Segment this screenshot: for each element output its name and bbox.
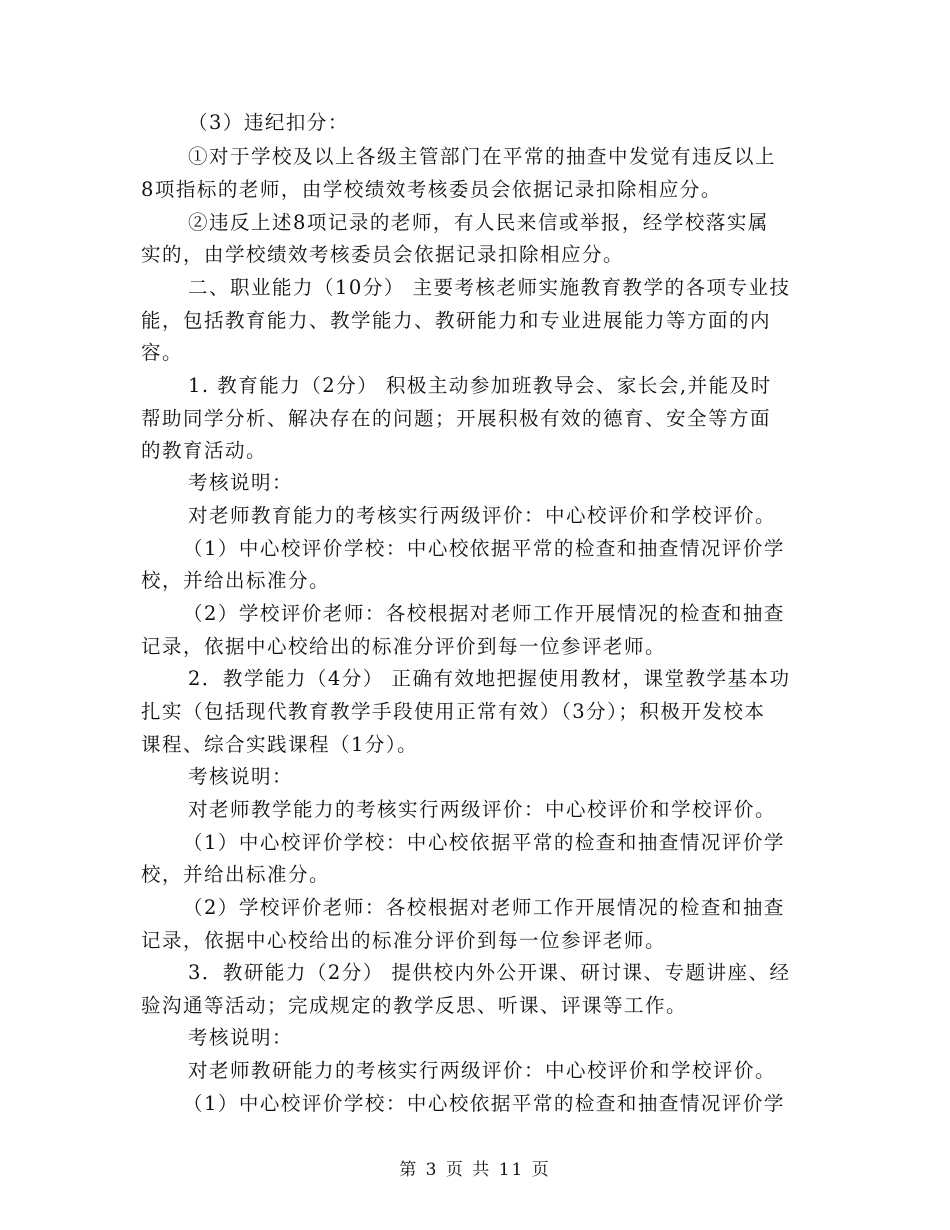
- text-line: 课程、综合实践课程（1分）。: [141, 733, 419, 756]
- text-line: 3．教研能力（2分） 提供校内外公开课、研讨课、专题讲座、经: [188, 961, 791, 984]
- text-line: 考核说明：: [188, 471, 294, 494]
- text-line: （3）违纪扣分：: [188, 111, 349, 134]
- text-line: 考核说明：: [188, 765, 294, 788]
- text-line: 校，并给出标准分。: [141, 863, 331, 886]
- text-line: 帮助同学分析、解决存在的问题；开展积极有效的德育、安全等方面: [141, 407, 772, 430]
- text-line: 记录，依据中心校给出的标准分评价到每一位参评老师。: [141, 929, 667, 952]
- text-line: 对老师教育能力的考核实行两级评价：中心校评价和学校评价。: [188, 504, 777, 527]
- text-line: 1. 教育能力（2分） 积极主动参加班教导会、家长会,并能及时: [188, 374, 772, 397]
- text-line: 二、职业能力（10分） 主要考核老师实施教育教学的各项专业技: [188, 276, 791, 299]
- text-line: （1）中心校评价学校：中心校依据平常的检查和抽查情况评价学: [183, 537, 785, 560]
- text-line: 能，包括教育能力、教学能力、教研能力和专业进展能力等方面的内: [141, 309, 772, 332]
- text-line: （2）学校评价老师：各校根据对老师工作开展情况的检查和抽查: [183, 896, 785, 919]
- text-line: 对老师教学能力的考核实行两级评价：中心校评价和学校评价。: [188, 798, 777, 821]
- text-line: 记录，依据中心校给出的标准分评价到每一位参评老师。: [141, 635, 667, 658]
- text-line: 扎实（包括现代教育教学手段使用正常有效）（3分）；积极开发校本: [141, 700, 766, 723]
- text-line: 容。: [141, 341, 184, 364]
- text-line: （1）中心校评价学校：中心校依据平常的检查和抽查情况评价学: [183, 1092, 785, 1115]
- page-number-footer: 第 3 页 共 11 页: [399, 1160, 551, 1180]
- text-line: （1）中心校评价学校：中心校依据平常的检查和抽查情况评价学: [183, 831, 785, 854]
- text-line: 的教育活动。: [141, 439, 268, 462]
- text-line: 校，并给出标准分。: [141, 569, 331, 592]
- text-line: ①对于学校及以上各级主管部门在平常的抽查中发觉有违反以上: [188, 145, 777, 168]
- text-line: 考核说明：: [188, 1026, 294, 1049]
- text-line: 验沟通等活动；完成规定的教学反思、听课、评课等工作。: [141, 994, 688, 1017]
- text-line: 2．教学能力（4分） 正确有效地把握使用教材，课堂教学基本功: [188, 667, 791, 690]
- text-line: 对老师教研能力的考核实行两级评价：中心校评价和学校评价。: [188, 1059, 777, 1082]
- text-line: 8项指标的老师，由学校绩效考核委员会依据记录扣除相应分。: [141, 178, 722, 201]
- text-line: （2）学校评价老师：各校根据对老师工作开展情况的检查和抽查: [183, 602, 785, 625]
- text-line: ②违反上述8项记录的老师，有人民来信或举报，经学校落实属: [188, 211, 769, 234]
- text-line: 实的，由学校绩效考核委员会依据记录扣除相应分。: [141, 243, 625, 266]
